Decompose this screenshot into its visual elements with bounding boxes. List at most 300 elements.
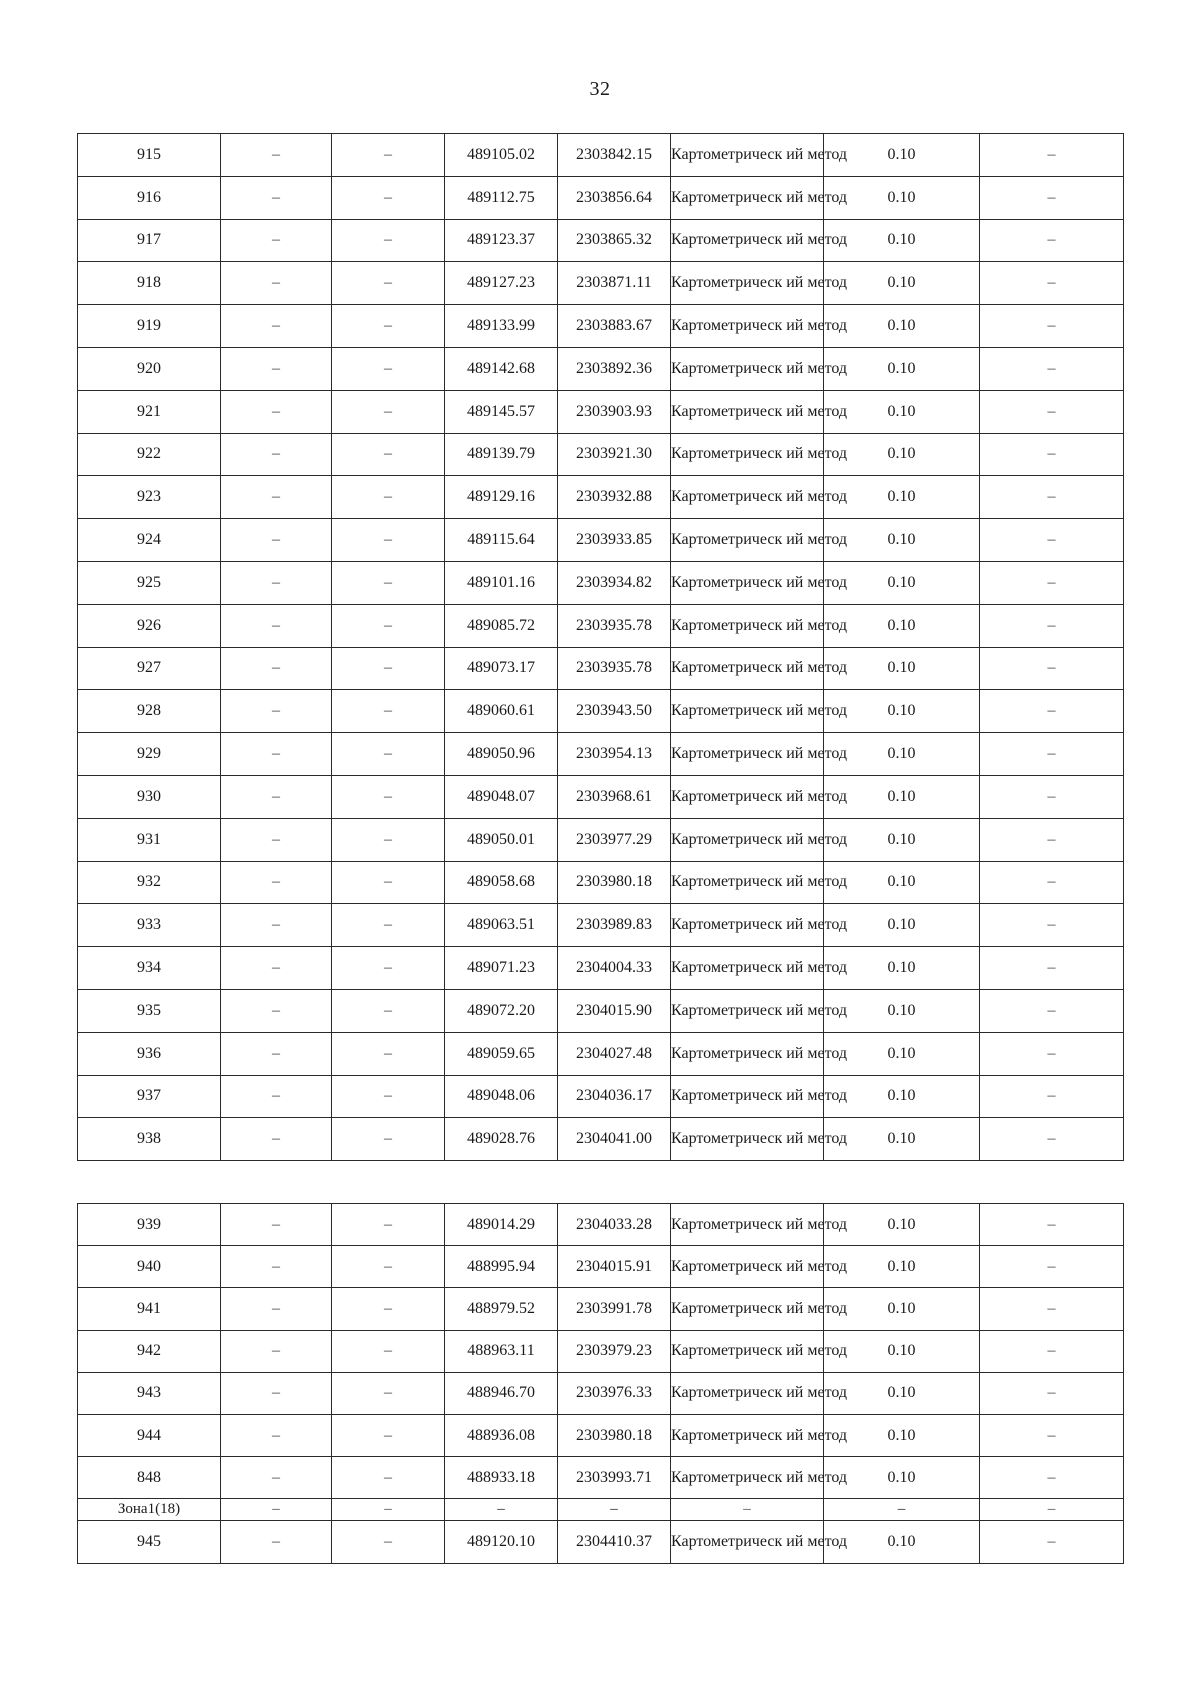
x-coordinate-cell: 489050.01 bbox=[445, 818, 558, 861]
accuracy-cell: 0.10 bbox=[824, 690, 980, 733]
note-cell: – bbox=[980, 1521, 1124, 1563]
empty-cell: – bbox=[332, 1521, 445, 1563]
accuracy-cell: 0.10 bbox=[824, 818, 980, 861]
method-cell: Картометрическ ий метод bbox=[671, 305, 824, 348]
empty-cell: – bbox=[221, 1457, 332, 1499]
point-number-cell: 925 bbox=[78, 561, 221, 604]
table-row bbox=[78, 1288, 1124, 1330]
accuracy-cell: 0.10 bbox=[824, 219, 980, 262]
accuracy-cell: 0.10 bbox=[824, 1246, 980, 1288]
accuracy-cell: 0.10 bbox=[824, 989, 980, 1032]
point-number-cell: 940 bbox=[78, 1246, 221, 1288]
method-cell: Картометрическ ий метод bbox=[671, 1246, 824, 1288]
point-number-cell: 921 bbox=[78, 390, 221, 433]
method-cell: Картометрическ ий метод bbox=[671, 1372, 824, 1414]
x-coordinate-cell: 489028.76 bbox=[445, 1118, 558, 1161]
table-row bbox=[78, 818, 1124, 861]
point-number-cell: Зона1(18) bbox=[78, 1499, 221, 1521]
empty-cell: – bbox=[221, 904, 332, 947]
coordinates-table-2 bbox=[77, 1203, 1124, 1564]
x-coordinate-cell: 489129.16 bbox=[445, 476, 558, 519]
y-coordinate-cell: 2303980.18 bbox=[558, 1414, 671, 1456]
note-cell: – bbox=[980, 134, 1124, 177]
method-cell: Картометрическ ий метод bbox=[671, 519, 824, 562]
table-row bbox=[78, 775, 1124, 818]
point-number-cell: 917 bbox=[78, 219, 221, 262]
method-cell: Картометрическ ий метод bbox=[671, 1204, 824, 1246]
accuracy-cell: 0.10 bbox=[824, 647, 980, 690]
accuracy-cell: 0.10 bbox=[824, 1288, 980, 1330]
note-cell: – bbox=[980, 861, 1124, 904]
note-cell: – bbox=[980, 1075, 1124, 1118]
empty-cell: – bbox=[221, 1521, 332, 1563]
empty-cell: – bbox=[221, 134, 332, 177]
method-cell: Картометрическ ий метод bbox=[671, 690, 824, 733]
point-number-cell: 935 bbox=[78, 989, 221, 1032]
accuracy-cell: 0.10 bbox=[824, 604, 980, 647]
table-row bbox=[78, 219, 1124, 262]
x-coordinate-cell: 489072.20 bbox=[445, 989, 558, 1032]
y-coordinate-cell: 2303943.50 bbox=[558, 690, 671, 733]
y-coordinate-cell: 2303977.29 bbox=[558, 818, 671, 861]
zone-row bbox=[78, 1499, 1124, 1521]
y-coordinate-cell: 2303980.18 bbox=[558, 861, 671, 904]
x-coordinate-cell: 488995.94 bbox=[445, 1246, 558, 1288]
note-cell: – bbox=[980, 347, 1124, 390]
accuracy-cell: 0.10 bbox=[824, 134, 980, 177]
point-number-cell: 938 bbox=[78, 1118, 221, 1161]
x-coordinate-cell: 489127.23 bbox=[445, 262, 558, 305]
accuracy-cell: 0.10 bbox=[824, 262, 980, 305]
note-cell: – bbox=[980, 604, 1124, 647]
empty-cell: – bbox=[332, 989, 445, 1032]
empty-cell: – bbox=[221, 219, 332, 262]
empty-cell: – bbox=[221, 1246, 332, 1288]
point-number-cell: 934 bbox=[78, 947, 221, 990]
table-row bbox=[78, 1414, 1124, 1456]
empty-cell: – bbox=[221, 561, 332, 604]
empty-cell: – bbox=[221, 690, 332, 733]
y-coordinate-cell: 2303871.11 bbox=[558, 262, 671, 305]
method-cell: Картометрическ ий метод bbox=[671, 476, 824, 519]
empty-cell: – bbox=[332, 519, 445, 562]
note-cell: – bbox=[980, 219, 1124, 262]
empty-cell: – bbox=[221, 347, 332, 390]
x-coordinate-cell: 489120.10 bbox=[445, 1521, 558, 1563]
empty-cell: – bbox=[332, 305, 445, 348]
y-coordinate-cell: 2303883.67 bbox=[558, 305, 671, 348]
empty-cell: – bbox=[221, 775, 332, 818]
table-row bbox=[78, 176, 1124, 219]
table-row bbox=[78, 305, 1124, 348]
table-row bbox=[78, 262, 1124, 305]
note-cell: – bbox=[980, 690, 1124, 733]
method-cell: Картометрическ ий метод bbox=[671, 775, 824, 818]
note-cell: – bbox=[980, 476, 1124, 519]
point-number-cell: 945 bbox=[78, 1521, 221, 1563]
x-coordinate-cell: 488936.08 bbox=[445, 1414, 558, 1456]
note-cell: – bbox=[980, 1457, 1124, 1499]
method-cell: Картометрическ ий метод bbox=[671, 947, 824, 990]
accuracy-cell: 0.10 bbox=[824, 1204, 980, 1246]
accuracy-cell: 0.10 bbox=[824, 947, 980, 990]
y-coordinate-cell: 2304015.91 bbox=[558, 1246, 671, 1288]
empty-cell: – bbox=[332, 561, 445, 604]
point-number-cell: 936 bbox=[78, 1032, 221, 1075]
method-cell: Картометрическ ий метод bbox=[671, 1075, 824, 1118]
x-coordinate-cell: 489063.51 bbox=[445, 904, 558, 947]
table-row bbox=[78, 433, 1124, 476]
accuracy-cell: 0.10 bbox=[824, 1330, 980, 1372]
empty-cell: – bbox=[332, 1372, 445, 1414]
accuracy-cell: 0.10 bbox=[824, 861, 980, 904]
point-number-cell: 937 bbox=[78, 1075, 221, 1118]
x-coordinate-cell: 489085.72 bbox=[445, 604, 558, 647]
accuracy-cell: 0.10 bbox=[824, 305, 980, 348]
empty-cell: – bbox=[221, 1032, 332, 1075]
accuracy-cell: 0.10 bbox=[824, 1075, 980, 1118]
x-coordinate-cell: 489142.68 bbox=[445, 347, 558, 390]
x-coordinate-cell: 489123.37 bbox=[445, 219, 558, 262]
x-coordinate-cell: 489048.07 bbox=[445, 775, 558, 818]
y-coordinate-cell: 2303865.32 bbox=[558, 219, 671, 262]
table-row bbox=[78, 861, 1124, 904]
table-row bbox=[78, 519, 1124, 562]
point-number-cell: 931 bbox=[78, 818, 221, 861]
point-number-cell: 929 bbox=[78, 733, 221, 776]
point-number-cell: 924 bbox=[78, 519, 221, 562]
x-coordinate-cell: – bbox=[445, 1499, 558, 1521]
empty-cell: – bbox=[332, 1457, 445, 1499]
empty-cell: – bbox=[221, 1118, 332, 1161]
x-coordinate-cell: 489073.17 bbox=[445, 647, 558, 690]
table-row bbox=[78, 989, 1124, 1032]
x-coordinate-cell: 489050.96 bbox=[445, 733, 558, 776]
note-cell: – bbox=[980, 947, 1124, 990]
y-coordinate-cell: 2304410.37 bbox=[558, 1521, 671, 1563]
x-coordinate-cell: 489105.02 bbox=[445, 134, 558, 177]
note-cell: – bbox=[980, 561, 1124, 604]
empty-cell: – bbox=[332, 1204, 445, 1246]
method-cell: Картометрическ ий метод bbox=[671, 1457, 824, 1499]
table-row bbox=[78, 1521, 1124, 1563]
empty-cell: – bbox=[221, 1204, 332, 1246]
point-number-cell: 930 bbox=[78, 775, 221, 818]
y-coordinate-cell: 2303892.36 bbox=[558, 347, 671, 390]
accuracy-cell: 0.10 bbox=[824, 476, 980, 519]
method-cell: Картометрическ ий метод bbox=[671, 1118, 824, 1161]
empty-cell: – bbox=[221, 1414, 332, 1456]
x-coordinate-cell: 489101.16 bbox=[445, 561, 558, 604]
note-cell: – bbox=[980, 519, 1124, 562]
empty-cell: – bbox=[221, 433, 332, 476]
method-cell: Картометрическ ий метод bbox=[671, 561, 824, 604]
empty-cell: – bbox=[221, 305, 332, 348]
x-coordinate-cell: 489059.65 bbox=[445, 1032, 558, 1075]
table-row bbox=[78, 1032, 1124, 1075]
note-cell: – bbox=[980, 775, 1124, 818]
note-cell: – bbox=[980, 1246, 1124, 1288]
point-number-cell: 920 bbox=[78, 347, 221, 390]
point-number-cell: 918 bbox=[78, 262, 221, 305]
empty-cell: – bbox=[332, 134, 445, 177]
note-cell: – bbox=[980, 1372, 1124, 1414]
empty-cell: – bbox=[332, 1499, 445, 1521]
x-coordinate-cell: 489058.68 bbox=[445, 861, 558, 904]
x-coordinate-cell: 489014.29 bbox=[445, 1204, 558, 1246]
empty-cell: – bbox=[332, 176, 445, 219]
y-coordinate-cell: 2303991.78 bbox=[558, 1288, 671, 1330]
y-coordinate-cell: 2303934.82 bbox=[558, 561, 671, 604]
x-coordinate-cell: 489048.06 bbox=[445, 1075, 558, 1118]
method-cell: Картометрическ ий метод bbox=[671, 1288, 824, 1330]
method-cell: Картометрическ ий метод bbox=[671, 647, 824, 690]
note-cell: – bbox=[980, 176, 1124, 219]
note-cell: – bbox=[980, 1032, 1124, 1075]
empty-cell: – bbox=[332, 433, 445, 476]
y-coordinate-cell: 2303989.83 bbox=[558, 904, 671, 947]
table-row bbox=[78, 690, 1124, 733]
method-cell: Картометрическ ий метод bbox=[671, 818, 824, 861]
empty-cell: – bbox=[332, 390, 445, 433]
empty-cell: – bbox=[332, 1414, 445, 1456]
table-row bbox=[78, 561, 1124, 604]
coordinates-table-1 bbox=[77, 133, 1124, 1161]
method-cell: Картометрическ ий метод bbox=[671, 1521, 824, 1563]
x-coordinate-cell: 489071.23 bbox=[445, 947, 558, 990]
y-coordinate-cell: 2304036.17 bbox=[558, 1075, 671, 1118]
x-coordinate-cell: 488933.18 bbox=[445, 1457, 558, 1499]
y-coordinate-cell: 2303993.71 bbox=[558, 1457, 671, 1499]
empty-cell: – bbox=[332, 1032, 445, 1075]
empty-cell: – bbox=[332, 1118, 445, 1161]
method-cell: Картометрическ ий метод bbox=[671, 176, 824, 219]
method-cell: Картометрическ ий метод bbox=[671, 390, 824, 433]
method-cell: Картометрическ ий метод bbox=[671, 347, 824, 390]
y-coordinate-cell: 2304027.48 bbox=[558, 1032, 671, 1075]
point-number-cell: 939 bbox=[78, 1204, 221, 1246]
y-coordinate-cell: 2303935.78 bbox=[558, 647, 671, 690]
point-number-cell: 848 bbox=[78, 1457, 221, 1499]
point-number-cell: 915 bbox=[78, 134, 221, 177]
y-coordinate-cell: 2303968.61 bbox=[558, 775, 671, 818]
note-cell: – bbox=[980, 1118, 1124, 1161]
empty-cell: – bbox=[332, 1075, 445, 1118]
empty-cell: – bbox=[221, 861, 332, 904]
point-number-cell: 923 bbox=[78, 476, 221, 519]
accuracy-cell: 0.10 bbox=[824, 1118, 980, 1161]
table-row bbox=[78, 134, 1124, 177]
y-coordinate-cell: 2303903.93 bbox=[558, 390, 671, 433]
point-number-cell: 922 bbox=[78, 433, 221, 476]
table-row bbox=[78, 1330, 1124, 1372]
empty-cell: – bbox=[332, 733, 445, 776]
method-cell: Картометрическ ий метод bbox=[671, 1330, 824, 1372]
accuracy-cell: 0.10 bbox=[824, 1457, 980, 1499]
method-cell: Картометрическ ий метод bbox=[671, 433, 824, 476]
x-coordinate-cell: 489112.75 bbox=[445, 176, 558, 219]
empty-cell: – bbox=[332, 775, 445, 818]
y-coordinate-cell: 2303932.88 bbox=[558, 476, 671, 519]
empty-cell: – bbox=[332, 347, 445, 390]
method-cell: Картометрическ ий метод bbox=[671, 604, 824, 647]
note-cell: – bbox=[980, 390, 1124, 433]
method-cell: Картометрическ ий метод bbox=[671, 861, 824, 904]
point-number-cell: 927 bbox=[78, 647, 221, 690]
point-number-cell: 916 bbox=[78, 176, 221, 219]
y-coordinate-cell: – bbox=[558, 1499, 671, 1521]
empty-cell: – bbox=[221, 733, 332, 776]
empty-cell: – bbox=[221, 476, 332, 519]
y-coordinate-cell: 2303976.33 bbox=[558, 1372, 671, 1414]
note-cell: – bbox=[980, 818, 1124, 861]
note-cell: – bbox=[980, 262, 1124, 305]
method-cell: Картометрическ ий метод bbox=[671, 134, 824, 177]
empty-cell: – bbox=[332, 690, 445, 733]
method-cell: Картометрическ ий метод bbox=[671, 733, 824, 776]
table-row bbox=[78, 904, 1124, 947]
note-cell: – bbox=[980, 904, 1124, 947]
x-coordinate-cell: 488963.11 bbox=[445, 1330, 558, 1372]
empty-cell: – bbox=[221, 519, 332, 562]
note-cell: – bbox=[980, 647, 1124, 690]
accuracy-cell: 0.10 bbox=[824, 519, 980, 562]
point-number-cell: 941 bbox=[78, 1288, 221, 1330]
accuracy-cell: 0.10 bbox=[824, 1032, 980, 1075]
note-cell: – bbox=[980, 989, 1124, 1032]
accuracy-cell: 0.10 bbox=[824, 775, 980, 818]
accuracy-cell: 0.10 bbox=[824, 904, 980, 947]
accuracy-cell: 0.10 bbox=[824, 176, 980, 219]
x-coordinate-cell: 489060.61 bbox=[445, 690, 558, 733]
method-cell: Картометрическ ий метод bbox=[671, 989, 824, 1032]
point-number-cell: 933 bbox=[78, 904, 221, 947]
empty-cell: – bbox=[332, 947, 445, 990]
note-cell: – bbox=[980, 1414, 1124, 1456]
empty-cell: – bbox=[221, 1499, 332, 1521]
table-row bbox=[78, 1246, 1124, 1288]
point-number-cell: 928 bbox=[78, 690, 221, 733]
empty-cell: – bbox=[221, 390, 332, 433]
accuracy-cell: 0.10 bbox=[824, 1372, 980, 1414]
accuracy-cell: 0.10 bbox=[824, 347, 980, 390]
table-row bbox=[78, 947, 1124, 990]
empty-cell: – bbox=[221, 262, 332, 305]
note-cell: – bbox=[980, 433, 1124, 476]
accuracy-cell: 0.10 bbox=[824, 433, 980, 476]
y-coordinate-cell: 2304015.90 bbox=[558, 989, 671, 1032]
method-cell: Картометрическ ий метод bbox=[671, 904, 824, 947]
accuracy-cell: – bbox=[824, 1499, 980, 1521]
empty-cell: – bbox=[332, 647, 445, 690]
table-row bbox=[78, 1204, 1124, 1246]
method-cell: Картометрическ ий метод bbox=[671, 262, 824, 305]
x-coordinate-cell: 488946.70 bbox=[445, 1372, 558, 1414]
x-coordinate-cell: 489145.57 bbox=[445, 390, 558, 433]
note-cell: – bbox=[980, 733, 1124, 776]
empty-cell: – bbox=[332, 1288, 445, 1330]
y-coordinate-cell: 2303933.85 bbox=[558, 519, 671, 562]
empty-cell: – bbox=[332, 262, 445, 305]
point-number-cell: 942 bbox=[78, 1330, 221, 1372]
empty-cell: – bbox=[332, 1246, 445, 1288]
point-number-cell: 943 bbox=[78, 1372, 221, 1414]
y-coordinate-cell: 2303979.23 bbox=[558, 1330, 671, 1372]
empty-cell: – bbox=[332, 1330, 445, 1372]
method-cell: Картометрическ ий метод bbox=[671, 1414, 824, 1456]
empty-cell: – bbox=[332, 219, 445, 262]
x-coordinate-cell: 489133.99 bbox=[445, 305, 558, 348]
x-coordinate-cell: 489139.79 bbox=[445, 433, 558, 476]
accuracy-cell: 0.10 bbox=[824, 1521, 980, 1563]
table-row bbox=[78, 647, 1124, 690]
accuracy-cell: 0.10 bbox=[824, 390, 980, 433]
table-row bbox=[78, 347, 1124, 390]
note-cell: – bbox=[980, 1204, 1124, 1246]
y-coordinate-cell: 2304004.33 bbox=[558, 947, 671, 990]
method-cell: Картометрическ ий метод bbox=[671, 219, 824, 262]
point-number-cell: 944 bbox=[78, 1414, 221, 1456]
y-coordinate-cell: 2303842.15 bbox=[558, 134, 671, 177]
y-coordinate-cell: 2303954.13 bbox=[558, 733, 671, 776]
empty-cell: – bbox=[332, 818, 445, 861]
empty-cell: – bbox=[221, 1075, 332, 1118]
empty-cell: – bbox=[221, 1288, 332, 1330]
note-cell: – bbox=[980, 1330, 1124, 1372]
empty-cell: – bbox=[221, 1372, 332, 1414]
empty-cell: – bbox=[332, 476, 445, 519]
note-cell: – bbox=[980, 305, 1124, 348]
method-cell: – bbox=[671, 1499, 824, 1521]
empty-cell: – bbox=[221, 604, 332, 647]
point-number-cell: 919 bbox=[78, 305, 221, 348]
accuracy-cell: 0.10 bbox=[824, 1414, 980, 1456]
note-cell: – bbox=[980, 1499, 1124, 1521]
table-row bbox=[78, 733, 1124, 776]
y-coordinate-cell: 2303935.78 bbox=[558, 604, 671, 647]
table-row bbox=[78, 1457, 1124, 1499]
empty-cell: – bbox=[221, 989, 332, 1032]
y-coordinate-cell: 2303921.30 bbox=[558, 433, 671, 476]
table-row bbox=[78, 1118, 1124, 1161]
method-cell: Картометрическ ий метод bbox=[671, 1032, 824, 1075]
empty-cell: – bbox=[332, 904, 445, 947]
empty-cell: – bbox=[221, 1330, 332, 1372]
empty-cell: – bbox=[221, 818, 332, 861]
x-coordinate-cell: 489115.64 bbox=[445, 519, 558, 562]
table-row bbox=[78, 604, 1124, 647]
note-cell: – bbox=[980, 1288, 1124, 1330]
y-coordinate-cell: 2304033.28 bbox=[558, 1204, 671, 1246]
x-coordinate-cell: 488979.52 bbox=[445, 1288, 558, 1330]
empty-cell: – bbox=[221, 947, 332, 990]
empty-cell: – bbox=[332, 604, 445, 647]
accuracy-cell: 0.10 bbox=[824, 561, 980, 604]
table-row bbox=[78, 476, 1124, 519]
table-row bbox=[78, 1372, 1124, 1414]
point-number-cell: 932 bbox=[78, 861, 221, 904]
page-number: 32 bbox=[589, 78, 611, 100]
empty-cell: – bbox=[221, 647, 332, 690]
accuracy-cell: 0.10 bbox=[824, 733, 980, 776]
y-coordinate-cell: 2303856.64 bbox=[558, 176, 671, 219]
empty-cell: – bbox=[221, 176, 332, 219]
y-coordinate-cell: 2304041.00 bbox=[558, 1118, 671, 1161]
empty-cell: – bbox=[332, 861, 445, 904]
table-row bbox=[78, 1075, 1124, 1118]
table-row bbox=[78, 390, 1124, 433]
point-number-cell: 926 bbox=[78, 604, 221, 647]
